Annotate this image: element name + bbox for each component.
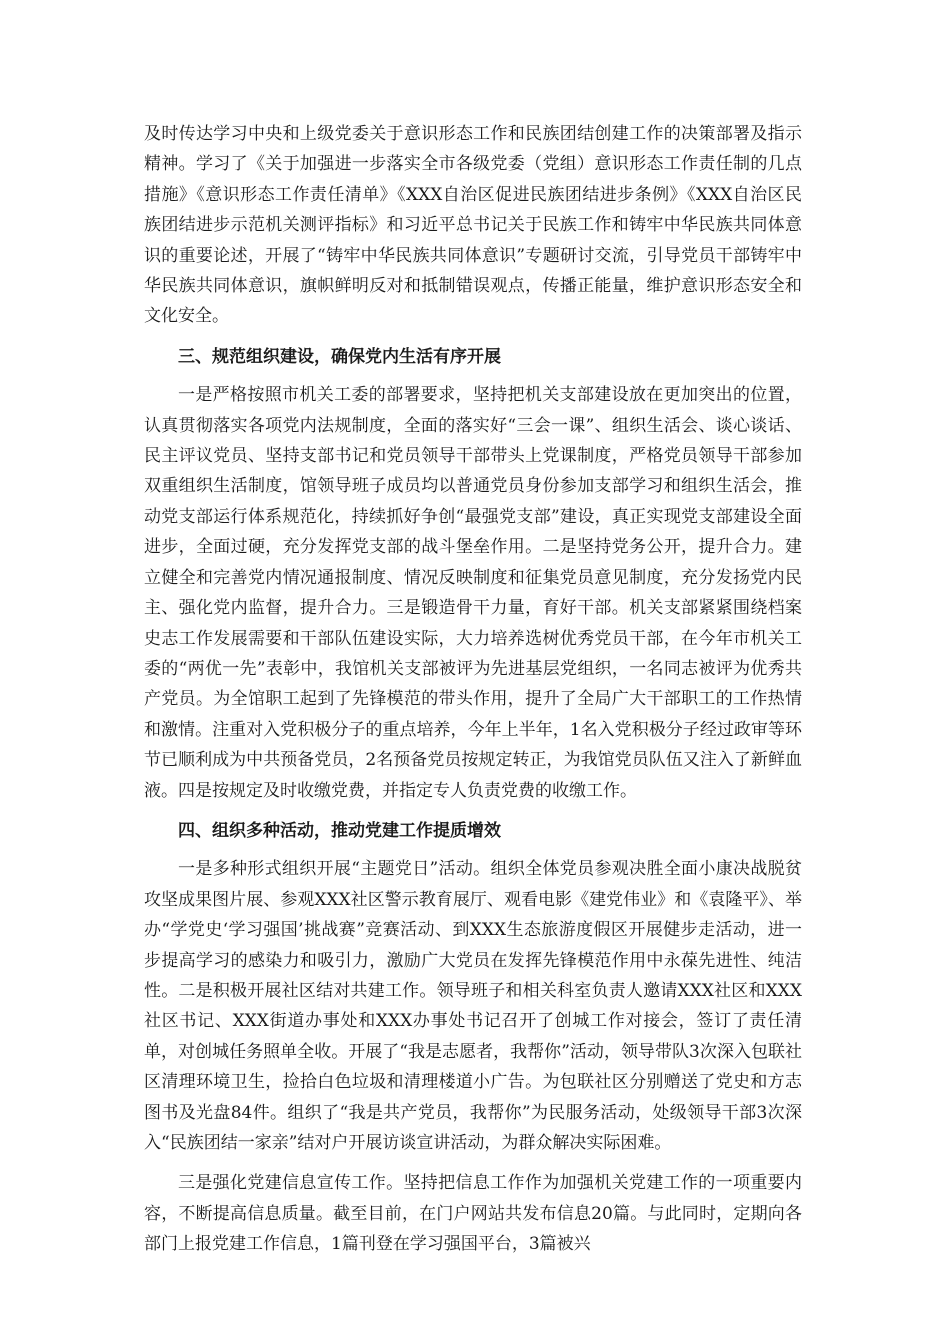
section-heading-activities: 四、组织多种活动，推动党建工作提质增效 xyxy=(178,820,501,841)
section-heading-organization: 三、规范组织建设，确保党内生活有序开展 xyxy=(178,346,501,367)
paragraph-organization-building: 一是严格按照市机关工委的部署要求，坚持把机关支部建设放在更加突出的位置，认真贯彻落实各项党内法规制度，全面的落实好“三会一课”、组织生活会、谈心谈话、民主评议党员、坚持支部书记和党员领导干部带头上党课制度，严格党员领导干部参加双重组织生活制度，馆领导班子成员均以普通党员身份参加支部学习和组织生活会，推动党支部运行体系规范化，持续抓好争创“最强党支部”建设，真正实现党支部建设全面进步，全面过硬，充分发挥党支部的战斗堡垒作用。二是坚持党务公开，提升合力。建立健全和完善党内情况通报制度、情况反映制度和征集党员意见制度，充分发扬党内民主、强化党内监督，提升合力。三是锻造骨干力量，育好干部。机关支部紧紧围绕档案史志工作发展需要和干部队伍建设实际，大力培养选树优秀党员干部，在今年市机关工委的“两优一先”表彰中，我馆机关支部被评为先进基层党组织，一名同志被评为优秀共产党员。为全馆职工起到了先锋模范的带头作用，提升了全局广大干部职工的工作热情和激情。注重对入党积极分子的重点培养，今年上半年，1名入党积极分子经过政审等环节已顺利成为中共预备党员，2名预备党员按规定转正，为我馆党员队伍又注入了新鲜血液。四是按规定及时收缴党费，并指定专人负责党费的收缴工作。 xyxy=(144,385,802,801)
paragraph-activities: 一是多种形式组织开展“主题党日”活动。组织全体党员参观决胜全面小康决战脱贫攻坚成果图片展、参观XXX社区警示教育展厅、观看电影《建党伟业》和《袁隆平》、举办“学党史‘学习强国’挑战赛”竞赛活动、到XXX生态旅游度假区开展健步走活动，进一步提高学习的感染力和吸引力，激励广大党员在发挥先锋模范作用中永葆先进性、纯洁性。二是积极开展社区结对共建工作。领导班子和相关科室负责人邀请XXX社区和XXX社区书记、XXX街道办事处和XXX办事处书记召开了创城工作对接会，签订了责任清单，对创城任务照单全收。开展了“我是志愿者，我帮你”活动，领导带队3次深入包联社区清理环境卫生，捡拾白色垃圾和清理楼道小广告。为包联社区分别赠送了党史和方志图书及光盘84件。组织了“我是共产党员，我帮你”为民服务活动，处级领导干部3次深入“民族团结一家亲”结对户开展访谈宣讲活动，为群众解决实际困难。 xyxy=(144,859,802,1153)
document-body xyxy=(144,119,802,1260)
paragraph-information-publicity: 三是强化党建信息宣传工作。坚持把信息工作作为加强机关党建工作的一项重要内容，不断提高信息质量。截至目前，在门户网站共发布信息20篇。与此同时，定期向各部门上报党建工作信息，1篇刊登在学习强国平台，3篇被兴 xyxy=(144,1173,802,1255)
paragraph-ideology-study: 及时传达学习中央和上级党委关于意识形态工作和民族团结创建工作的决策部署及指示精神。学习了《关于加强进一步落实全市各级党委（党组）意识形态工作责任制的几点措施》《意识形态工作责任清单》《XXX自治区促进民族团结进步条例》《XXX自治区民族团结进步示范机关测评指标》和习近平总书记关于民族工作和铸牢中华民族共同体意识的重要论述，开展了“铸牢中华民族共同体意识”专题研讨交流，引导党员干部铸牢中华民族共同体意识，旗帜鲜明反对和抵制错误观点，传播正能量，维护意识形态安全和文化安全。 xyxy=(144,124,802,327)
